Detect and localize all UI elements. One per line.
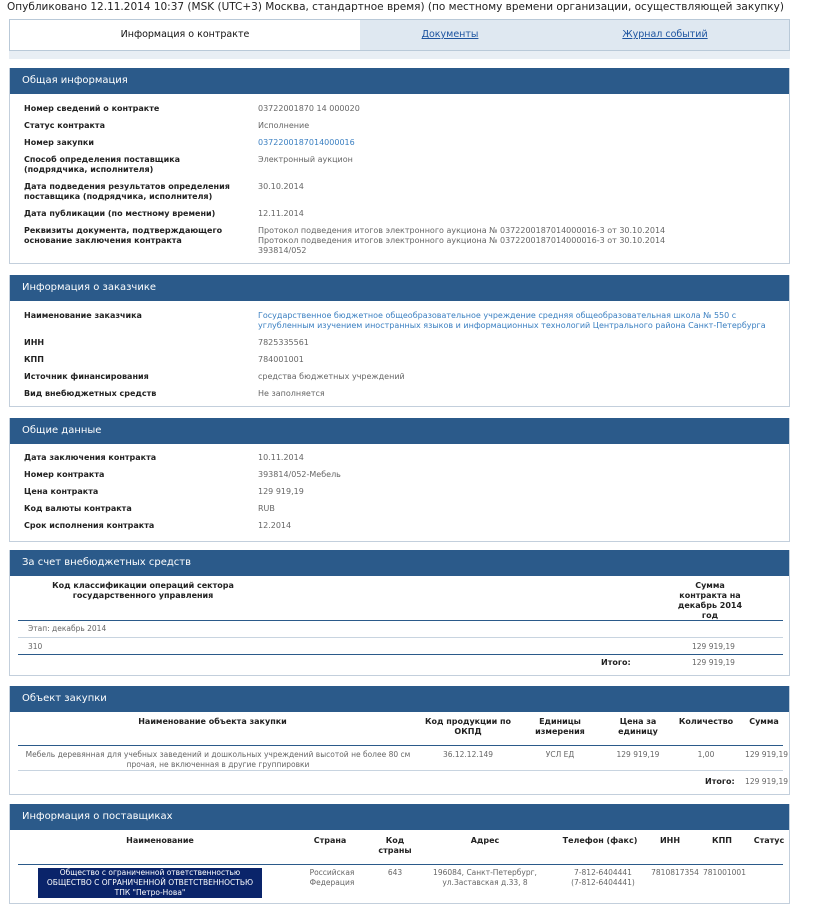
divider <box>18 637 783 638</box>
field-value: 12.2014 <box>258 521 292 530</box>
field-value: Не заполняется <box>258 389 325 398</box>
column-header-status: Статус <box>753 836 785 845</box>
supplier-fax-cell: (7-812-6404441) <box>571 878 635 887</box>
divider <box>18 770 783 771</box>
column-header-name: Наименование <box>126 836 194 845</box>
field-value: 7825335561 <box>258 338 309 347</box>
okpd-code-cell: 36.12.12.149 <box>442 750 494 759</box>
field-label: Способ определения поставщика (подрядчика, исполнителя) <box>24 155 181 174</box>
published-line: Опубликовано 12.11.2014 10:37 (MSK (UTC+3) Москва, стандартное время) (по местному времени организации, осуществляющей закупку) <box>7 1 784 13</box>
field-label: Реквизиты документа, подтверждающего основание заключения контракта <box>24 226 223 245</box>
column-header-object-name: Наименование объекта закупки <box>138 717 287 726</box>
divider <box>18 745 783 746</box>
field-value: Исполнение <box>258 121 310 130</box>
field-value: 03722001870 14 000020 <box>258 104 360 113</box>
field-value: Электронный аукцион <box>258 155 353 164</box>
section-title: Объект закупки <box>10 686 789 712</box>
section-title: Общая информация <box>10 68 789 94</box>
quantity-cell: 1,00 <box>697 750 715 759</box>
field-label: Цена контракта <box>24 487 99 496</box>
column-header-okpd-code: Код продукции по ОКПД <box>424 717 512 736</box>
column-header-sum: Сумма <box>749 717 779 726</box>
section-title: За счет внебюджетных средств <box>10 550 789 576</box>
field-label: Статус контракта <box>24 121 105 130</box>
section-title: Общие данные <box>10 418 789 444</box>
column-header-contract-sum: Сумма контракта на декабрь 2014 год <box>677 581 743 620</box>
field-label: Дата подведения результатов определения поставщика (подрядчика, исполнителя) <box>24 182 230 201</box>
field-value: RUB <box>258 504 275 513</box>
tab-event-log[interactable]: Журнал событий <box>622 29 708 40</box>
supplier-country-cell: Российская Федерация <box>309 868 355 887</box>
field-value: Протокол подведения итогов электронного аукциона № 0372200187014000016-3 от 30.10.2014 <box>258 226 666 235</box>
field-label: КПП <box>24 355 44 364</box>
field-value: 129 919,19 <box>258 487 304 496</box>
supplier-inn-cell: 7810817354 <box>651 868 699 877</box>
column-header-country: Страна <box>313 836 347 845</box>
customer-name-link[interactable]: Государственное бюджетное общеобразовательное учреждение средняя общеобразовательная школа № 550 с углубленным изучением иностранных языков и информационных технологий Центрального района Санкт-Петербурга <box>258 311 766 330</box>
field-label: Код валюты контракта <box>24 504 132 513</box>
column-header-phone: Телефон (факс) <box>562 836 638 845</box>
field-value: 393814/052-Мебель <box>258 470 341 479</box>
field-label: Номер закупки <box>24 138 94 147</box>
column-header-units: Единицы измерения <box>535 717 585 736</box>
section-customer-info <box>9 275 790 407</box>
column-header-inn: ИНН <box>659 836 681 845</box>
tab-documents[interactable]: Документы <box>421 29 479 40</box>
field-value: 12.11.2014 <box>258 209 304 218</box>
column-header-address: Адрес <box>470 836 500 845</box>
units-cell: УСЛ ЕД <box>545 750 575 759</box>
field-label: Срок исполнения контракта <box>24 521 155 530</box>
section-title: Информация о поставщиках <box>10 804 789 830</box>
divider <box>18 654 783 655</box>
field-value: средства бюджетных учреждений <box>258 372 405 381</box>
column-header-classification-code: Код классификации операций сектора государственного управления <box>52 581 234 600</box>
field-label: Номер контракта <box>24 470 105 479</box>
supplier-kpp-cell: 781001001 <box>703 868 746 877</box>
total-value: 129 919,19 <box>745 777 788 786</box>
section-general-info <box>9 68 790 264</box>
column-header-quantity: Количество <box>678 717 734 726</box>
field-value: 393814/052 <box>258 246 307 255</box>
field-label: ИНН <box>24 338 45 347</box>
supplier-address-cell: 196084, Санкт-Петербург, ул.Заставская д.33, 8 <box>433 868 537 887</box>
field-value: 10.11.2014 <box>258 453 304 462</box>
field-label: Источник финансирования <box>24 372 149 381</box>
amount-cell: 129 919,19 <box>692 642 735 651</box>
field-label: Дата заключения контракта <box>24 453 157 462</box>
tab-underline <box>9 51 790 59</box>
object-name-cell: Мебель деревянная для учебных заведений и дошкольных учреждений высотой не более 80 см прочая, не включенная в другие группировки <box>25 750 411 769</box>
total-value: 129 919,19 <box>692 658 735 667</box>
total-label: Итого: <box>601 658 631 667</box>
divider <box>18 864 783 865</box>
field-label: Вид внебюджетных средств <box>24 389 157 398</box>
tab-contract-info[interactable]: Информация о контракте <box>10 20 360 50</box>
stage-label: Этап: декабрь 2014 <box>28 624 107 633</box>
unit-price-cell: 129 919,19 <box>616 750 660 759</box>
classification-code-cell: 310 <box>28 642 43 651</box>
supplier-phone-cell: 7-812-6404441 <box>574 868 632 877</box>
sum-cell: 129 919,19 <box>745 750 788 759</box>
field-label: Наименование заказчика <box>24 311 142 320</box>
supplier-country-code-cell: 643 <box>387 868 403 877</box>
column-header-kpp: КПП <box>712 836 732 845</box>
section-common-data <box>9 418 790 542</box>
field-value: Протокол подведения итогов электронного аукциона № 0372200187014000016-3 от 30.10.2014 <box>258 236 666 245</box>
section-purchase-object <box>9 686 790 795</box>
supplier-name-cell[interactable]: Общество с ограниченной ответственностью ОБЩЕСТВО С ОГРАНИЧЕННОЙ ОТВЕТСТВЕННОСТЬЮ ТПК "Петро-Нова" <box>38 868 262 898</box>
field-value: 784001001 <box>258 355 304 364</box>
field-label: Номер сведений о контракте <box>24 104 160 113</box>
purchase-number-link[interactable]: 0372200187014000016 <box>258 138 355 147</box>
divider <box>18 620 783 621</box>
column-header-country-code: Код страны <box>378 836 412 855</box>
total-label: Итого: <box>705 777 735 786</box>
section-suppliers <box>9 804 790 904</box>
column-header-unit-price: Цена за единицу <box>618 717 658 736</box>
field-label: Дата публикации (по местному времени) <box>24 209 216 218</box>
section-extrabudget <box>9 550 790 676</box>
tab-bar <box>9 19 790 51</box>
field-value: 30.10.2014 <box>258 182 304 191</box>
section-title: Информация о заказчике <box>10 275 789 301</box>
